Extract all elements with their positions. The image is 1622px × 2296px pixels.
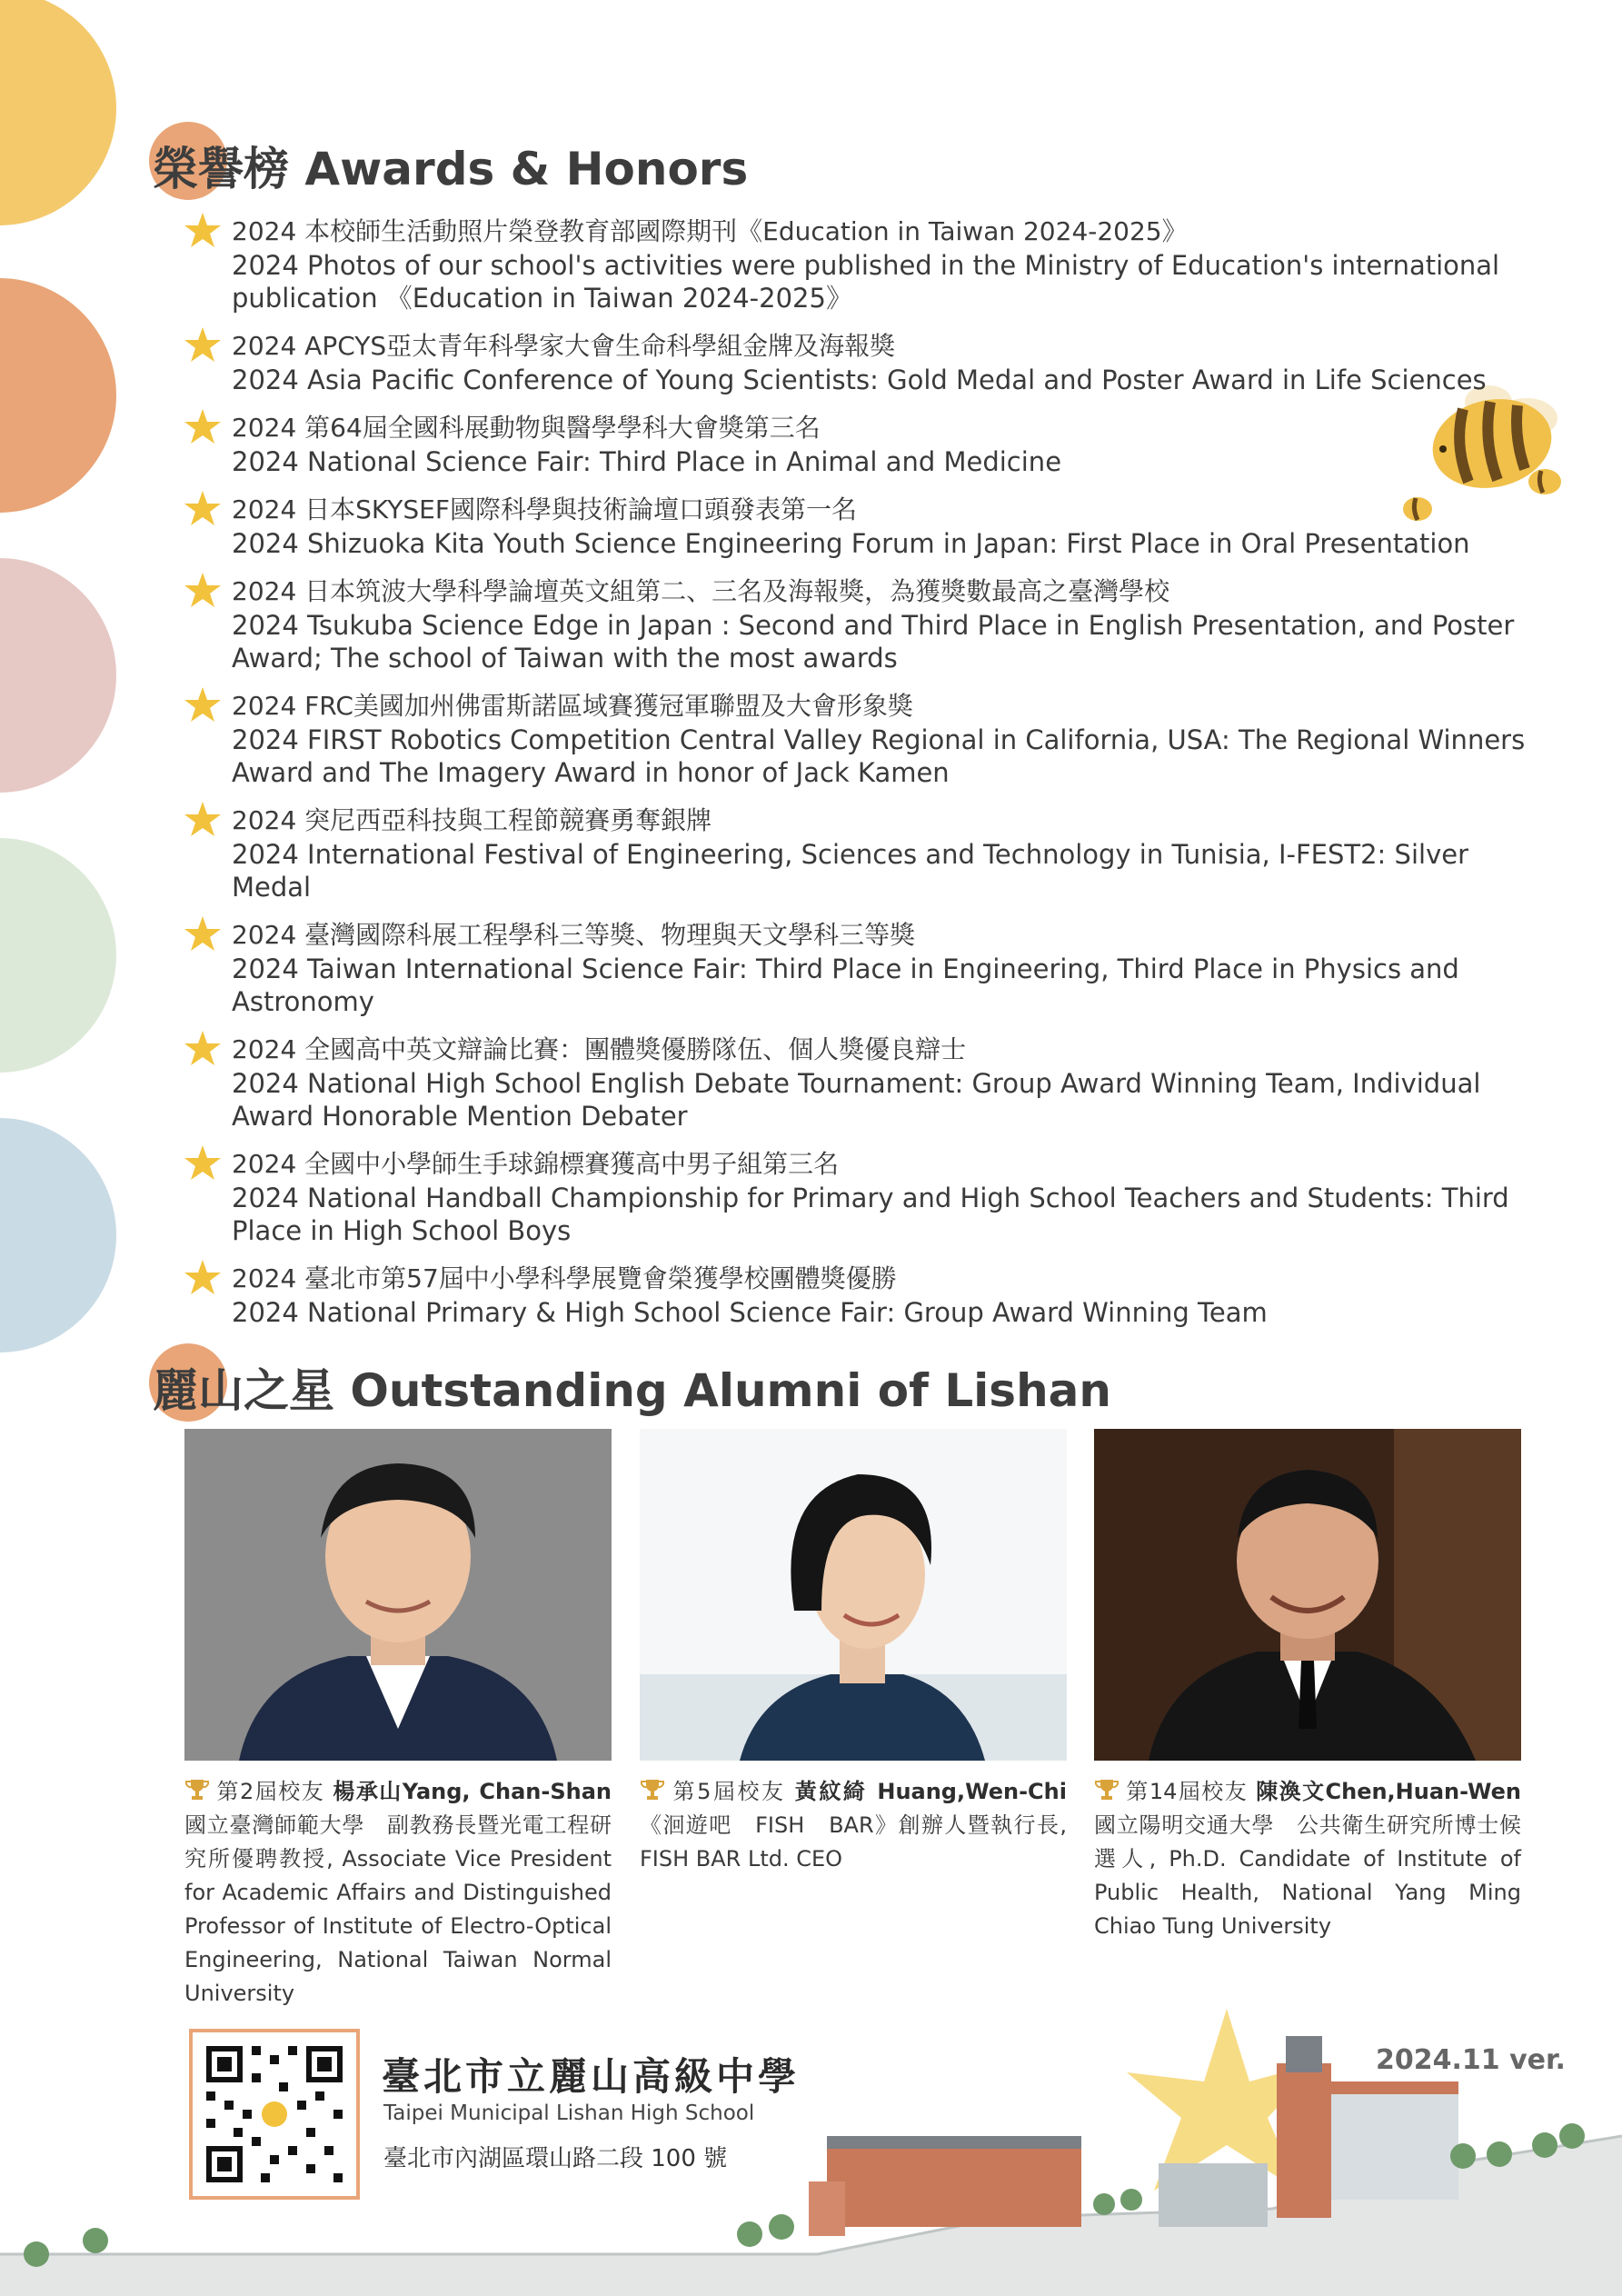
alumni-card-3 [1094,1429,1521,1943]
awards-title: 榮譽榜 Awards & Honors [153,133,748,198]
decor-circle-orange [0,278,116,513]
award-item: 2024 日本SKYSEF國際科學與技術論壇口頭發表第一名 2024 Shizuoka Kita Youth Science Engineering Forum in Japan: First Place in Oral Presentation [184,493,1547,560]
qr-code[interactable] [189,2029,360,2200]
version-label: 2024.11 ver. [1376,2044,1566,2076]
school-name-zh: 臺北市立麗山高級中學 [382,2054,801,2099]
school-address: 臺北市內湖區環山路二段 100 號 [383,2145,728,2172]
award-item: 2024 全國高中英文辯論比賽：團體獎優勝隊伍、個人獎優良辯士 2024 National High School English Debate Tournament: Group Award Winning Team, Individual Award Honorable Mention Debater [184,1033,1547,1133]
star-icon [183,407,223,447]
alumni-photo-2 [640,1429,1067,1761]
school-name-en: Taipei Municipal Lishan High School [383,2101,755,2125]
star-icon [183,914,223,954]
award-item: 2024 APCYS亞太青年科學家大會生命科學組金牌及海報獎 2024 Asia Pacific Conference of Young Scientists: Gold Medal and Poster Award in Life Sciences [184,329,1547,396]
star-icon [183,1258,223,1298]
award-item: 2024 日本筑波大學科學論壇英文組第二、三名及海報獎，為獲獎數最高之臺灣學校 2024 Tsukuba Science Edge in Japan : Second and Third Place in English Presentation, and Poster Award; The school of Taiwan with the most awards [184,574,1547,674]
award-item: 2024 全國中小學師生手球錦標賽獲高中男子組第三名 2024 National Handball Championship for Primary and High School Teachers and Students: Third Place in High School Boys [184,1147,1547,1247]
alumni-photo-1 [184,1429,612,1761]
qr-code-icon [193,2032,356,2196]
award-item: 2024 臺北市第57屆中小學科學展覽會榮獲學校團體獎優勝 2024 National Primary & High School Science Fair: Group Award Winning Team [184,1262,1547,1329]
star-icon [183,1143,223,1183]
star-icon [183,489,223,529]
trophy-icon [1094,1777,1119,1802]
decor-circle-green [0,838,116,1073]
alumni-caption-2: 第5屆校友 黃紋綺 Huang,Wen-Chi 《洄遊吧 FISH BAR》創辦人暨執行長, FISH BAR Ltd. CEO [640,1779,1067,1872]
star-icon [183,800,223,840]
alumni-card-2 [640,1429,1067,1876]
alumni-title: 麗山之星 Outstanding Alumni of Lishan [153,1354,1111,1420]
star-icon [183,325,223,365]
alumni-caption-1: 第2屆校友 楊承山Yang, Chan-Shan 國立臺灣師範大學 副教務長暨光電工程研究所優聘教授, Associate Vice President for Academic Affairs and Distinguished Professor of Institute of Electro-Optical Engineering, National Taiwan Normal University [184,1779,612,2006]
decor-circle-pink [0,558,116,793]
star-icon [183,1029,223,1069]
trophy-icon [184,1777,210,1802]
trophy-icon [640,1777,665,1802]
award-item: 2024 本校師生活動照片榮登教育部國際期刊《Education in Taiwan 2024-2025》 2024 Photos of our school's activities were published in the Ministry of Education's international publication 《Education in Taiwan 2024-2025》 [184,215,1547,314]
alumni-photo-3 [1094,1429,1521,1761]
awards-list [184,215,1547,1343]
decor-circle-yellow [0,0,116,225]
award-item: 2024 突尼西亞科技與工程節競賽勇奪銀牌 2024 International Festival of Engineering, Sciences and Technology in Tunisia, I-FEST2: Silver Medal [184,804,1547,903]
star-icon [183,685,223,725]
star-icon [183,571,223,611]
award-item: 2024 臺灣國際科展工程學科三等獎、物理與天文學科三等獎 2024 Taiwan International Science Fair: Third Place in Engineering, Third Place in Physics and Astronomy [184,918,1547,1018]
award-item: 2024 FRC美國加州佛雷斯諾區域賽獲冠軍聯盟及大會形象獎 2024 FIRST Robotics Competition Central Valley Regional in California, USA: The Regional Winners Award and The Imagery Award in honor of Jack Kamen [184,689,1547,789]
alumni-caption-3: 第14屆校友 陳渙文Chen,Huan-Wen 國立陽明交通大學 公共衛生研究所博士候選人, Ph.D. Candidate of Institute of Public Health, National Yang Ming Chiao Tung University [1094,1779,1521,1939]
decor-circle-blue [0,1118,116,1353]
alumni-card-1 [184,1429,612,2011]
star-icon [183,211,223,251]
award-item: 2024 第64屆全國科展動物與醫學學科大會獎第三名 2024 National Science Fair: Third Place in Animal and Medicine [184,411,1547,478]
